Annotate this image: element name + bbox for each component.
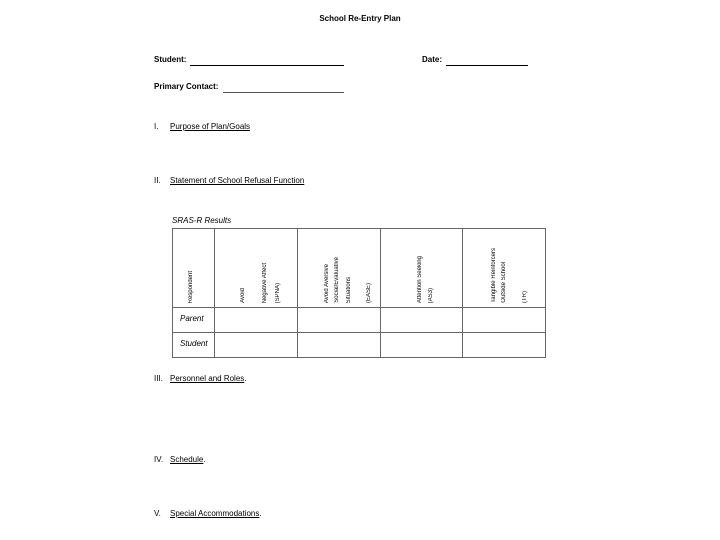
section-title: Special Accommodations [170, 509, 260, 518]
header-tangible-reinforcers [463, 229, 546, 308]
header-text: Avoid [240, 288, 246, 303]
header-text: (TR) [522, 291, 528, 303]
srsr-caption: SRAS-R Results [172, 216, 232, 225]
student-label: Student: [154, 55, 187, 64]
table-cell[interactable] [463, 308, 546, 333]
header-attention-seeking [381, 229, 463, 308]
primary-contact-label: Primary Contact: [154, 82, 219, 91]
section-schedule [154, 455, 206, 464]
header-respondent [173, 229, 215, 308]
section-title: Personnel and Roles [170, 374, 245, 383]
table-cell[interactable] [463, 333, 546, 358]
section-personnel-roles [154, 374, 247, 383]
table-cell[interactable] [381, 308, 463, 333]
section-title: Statement of School Refusal Function [170, 176, 305, 185]
header-text: Negative Affect [262, 262, 268, 303]
header-text: Outside School [501, 262, 507, 303]
table-cell[interactable] [215, 308, 298, 333]
student-field[interactable] [190, 56, 344, 66]
row-label-student [173, 333, 215, 358]
section-special-accommodations [154, 509, 262, 518]
section-number: IV. [154, 455, 164, 464]
header-text: (SPNA) [275, 282, 281, 303]
header-respondent-text: Respondent [188, 270, 194, 303]
section-number: III. [154, 374, 163, 383]
primary-contact-field[interactable] [223, 83, 344, 93]
table-row [173, 308, 546, 333]
section-title: Purpose of Plan/Goals [170, 122, 251, 131]
header-text: Situations [346, 276, 352, 303]
section-number: I. [154, 122, 159, 131]
section-number: V. [154, 509, 161, 518]
row-label-text: Parent [180, 314, 204, 323]
header-text: Attention Seeking [417, 255, 423, 303]
header-text: Avoid Aversive [324, 263, 330, 303]
section-suffix: . [203, 455, 206, 464]
table-row [173, 333, 546, 358]
section-purpose [154, 122, 250, 131]
row-label-parent [173, 308, 215, 333]
header-avoid-aversive-social [298, 229, 381, 308]
section-number: II. [154, 176, 161, 185]
table-cell[interactable] [381, 333, 463, 358]
header-text: Tangible Reinforcers [491, 248, 497, 303]
header-avoid-negative-affect [215, 229, 298, 308]
date-label: Date: [422, 55, 443, 64]
page-title: School Re-Entry Plan [319, 14, 401, 23]
section-suffix: . [259, 509, 262, 518]
row-label-text: Student [180, 339, 208, 348]
date-field[interactable] [446, 56, 528, 66]
header-text: (EASE) [366, 282, 372, 303]
header-text: (AS3) [428, 287, 434, 303]
section-refusal-function [154, 176, 304, 185]
header-text: Social/Evaluative [334, 257, 340, 303]
srsr-results-table [172, 228, 546, 358]
table-cell[interactable] [298, 333, 381, 358]
section-suffix: . [244, 374, 247, 383]
table-cell[interactable] [298, 308, 381, 333]
section-title: Schedule [170, 455, 204, 464]
table-cell[interactable] [215, 333, 298, 358]
